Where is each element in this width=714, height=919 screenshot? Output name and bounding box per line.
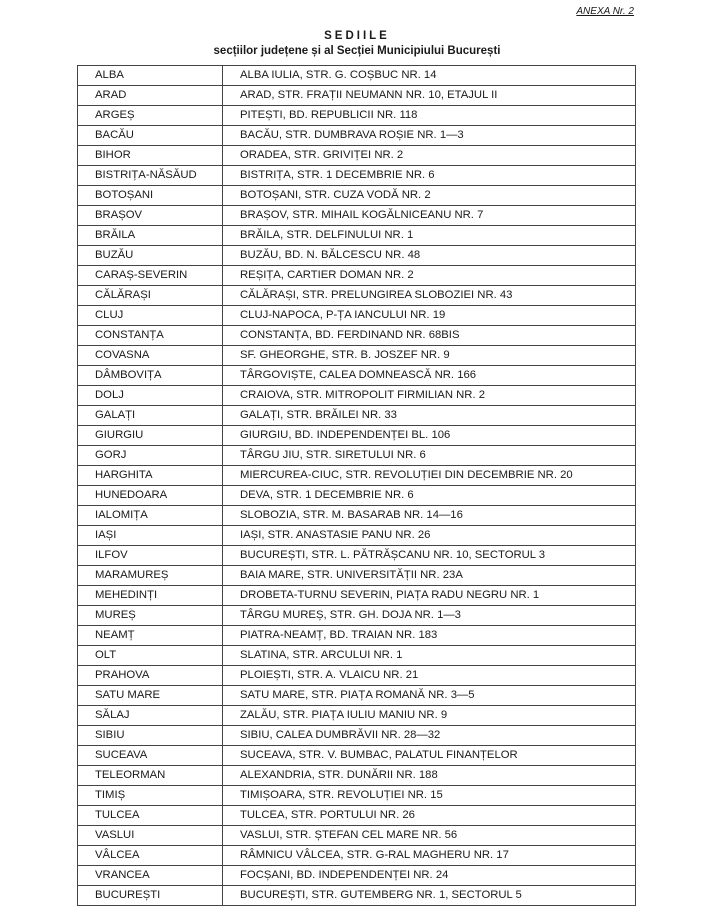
county-cell: TULCEA	[78, 806, 223, 826]
address-cell: BOTOȘANI, STR. CUZA VODĂ NR. 2	[223, 186, 636, 206]
address-cell: BRAȘOV, STR. MIHAIL KOGĂLNICEANU NR. 7	[223, 206, 636, 226]
address-cell: SUCEAVA, STR. V. BUMBAC, PALATUL FINANȚELOR	[223, 746, 636, 766]
address-cell: BAIA MARE, STR. UNIVERSITĂȚII NR. 23A	[223, 566, 636, 586]
county-cell: CLUJ	[78, 306, 223, 326]
table-row	[78, 266, 636, 286]
document-title: SEDIILE	[324, 30, 390, 42]
table-row	[78, 646, 636, 666]
table-row	[78, 586, 636, 606]
table-row	[78, 726, 636, 746]
address-cell: CLUJ-NAPOCA, P-ȚA IANCULUI NR. 19	[223, 306, 636, 326]
address-cell: BUCUREȘTI, STR. L. PĂTRĂȘCANU NR. 10, SECTORUL 3	[223, 546, 636, 566]
table-row	[78, 806, 636, 826]
address-cell: TÂRGOVIȘTE, CALEA DOMNEASCĂ NR. 166	[223, 366, 636, 386]
county-cell: IALOMIȚA	[78, 506, 223, 526]
address-cell: BACĂU, STR. DUMBRAVA ROȘIE NR. 1—3	[223, 126, 636, 146]
address-cell: ALEXANDRIA, STR. DUNĂRII NR. 188	[223, 766, 636, 786]
table-row	[78, 66, 636, 86]
address-cell: BUCUREȘTI, STR. GUTEMBERG NR. 1, SECTORUL 5	[223, 886, 636, 906]
table-row	[78, 466, 636, 486]
county-cell: BISTRIȚA-NĂSĂUD	[78, 166, 223, 186]
table-row	[78, 426, 636, 446]
table-row	[78, 146, 636, 166]
county-cell: BUCUREȘTI	[78, 886, 223, 906]
address-cell: TÂRGU MUREȘ, STR. GH. DOJA NR. 1—3	[223, 606, 636, 626]
county-cell: BACĂU	[78, 126, 223, 146]
table-row	[78, 246, 636, 266]
table-row	[78, 206, 636, 226]
table-row	[78, 886, 636, 906]
address-cell: FOCȘANI, BD. INDEPENDENȚEI NR. 24	[223, 866, 636, 886]
address-cell: SLATINA, STR. ARCULUI NR. 1	[223, 646, 636, 666]
county-cell: DOLJ	[78, 386, 223, 406]
table-row	[78, 606, 636, 626]
address-cell: SF. GHEORGHE, STR. B. JOSZEF NR. 9	[223, 346, 636, 366]
table-row	[78, 126, 636, 146]
county-cell: TELEORMAN	[78, 766, 223, 786]
address-cell: CONSTANȚA, BD. FERDINAND NR. 68BIS	[223, 326, 636, 346]
county-cell: HARGHITA	[78, 466, 223, 486]
table-row	[78, 746, 636, 766]
county-cell: COVASNA	[78, 346, 223, 366]
county-cell: BOTOȘANI	[78, 186, 223, 206]
table-row	[78, 446, 636, 466]
table-row	[78, 186, 636, 206]
county-cell: BRAȘOV	[78, 206, 223, 226]
county-cell: IAȘI	[78, 526, 223, 546]
county-cell: ARAD	[78, 86, 223, 106]
county-cell: GORJ	[78, 446, 223, 466]
table-row	[78, 826, 636, 846]
table-row	[78, 786, 636, 806]
address-cell: TIMIȘOARA, STR. REVOLUȚIEI NR. 15	[223, 786, 636, 806]
address-cell: CĂLĂRAȘI, STR. PRELUNGIREA SLOBOZIEI NR. 43	[223, 286, 636, 306]
address-cell: TÂRGU JIU, STR. SIRETULUI NR. 6	[223, 446, 636, 466]
table-row	[78, 386, 636, 406]
address-cell: DROBETA-TURNU SEVERIN, PIAȚA RADU NEGRU NR. 1	[223, 586, 636, 606]
table-row	[78, 566, 636, 586]
county-cell: ARGEȘ	[78, 106, 223, 126]
address-cell: ARAD, STR. FRAȚII NEUMANN NR. 10, ETAJUL II	[223, 86, 636, 106]
table-row	[78, 366, 636, 386]
county-cell: MARAMUREȘ	[78, 566, 223, 586]
table-row	[78, 226, 636, 246]
offices-table	[77, 65, 636, 906]
address-cell: DEVA, STR. 1 DECEMBRIE NR. 6	[223, 486, 636, 506]
county-cell: MUREȘ	[78, 606, 223, 626]
table-row	[78, 526, 636, 546]
county-cell: BUZĂU	[78, 246, 223, 266]
address-cell: SATU MARE, STR. PIAȚA ROMANĂ NR. 3—5	[223, 686, 636, 706]
address-cell: SLOBOZIA, STR. M. BASARAB NR. 14—16	[223, 506, 636, 526]
address-cell: ORADEA, STR. GRIVIȚEI NR. 2	[223, 146, 636, 166]
county-cell: BRĂILA	[78, 226, 223, 246]
address-cell: PIATRA-NEAMȚ, BD. TRAIAN NR. 183	[223, 626, 636, 646]
address-cell: VASLUI, STR. ȘTEFAN CEL MARE NR. 56	[223, 826, 636, 846]
county-cell: VRANCEA	[78, 866, 223, 886]
county-cell: BIHOR	[78, 146, 223, 166]
county-cell: PRAHOVA	[78, 666, 223, 686]
address-cell: BRĂILA, STR. DELFINULUI NR. 1	[223, 226, 636, 246]
address-cell: ALBA IULIA, STR. G. COȘBUC NR. 14	[223, 66, 636, 86]
county-cell: SĂLAJ	[78, 706, 223, 726]
address-cell: PLOIEȘTI, STR. A. VLAICU NR. 21	[223, 666, 636, 686]
table-row	[78, 86, 636, 106]
county-cell: GIURGIU	[78, 426, 223, 446]
table-row	[78, 846, 636, 866]
table-row	[78, 686, 636, 706]
county-cell: HUNEDOARA	[78, 486, 223, 506]
table-row	[78, 666, 636, 686]
table-row	[78, 286, 636, 306]
county-cell: VASLUI	[78, 826, 223, 846]
county-cell: GALAȚI	[78, 406, 223, 426]
address-cell: BUZĂU, BD. N. BĂLCESCU NR. 48	[223, 246, 636, 266]
address-cell: MIERCUREA-CIUC, STR. REVOLUȚIEI DIN DECEMBRIE NR. 20	[223, 466, 636, 486]
county-cell: NEAMȚ	[78, 626, 223, 646]
county-cell: TIMIȘ	[78, 786, 223, 806]
table-row	[78, 306, 636, 326]
county-cell: ILFOV	[78, 546, 223, 566]
county-cell: SIBIU	[78, 726, 223, 746]
offices-table-body	[78, 66, 636, 906]
county-cell: OLT	[78, 646, 223, 666]
table-row	[78, 866, 636, 886]
table-row	[78, 546, 636, 566]
address-cell: GALAȚI, STR. BRĂILEI NR. 33	[223, 406, 636, 426]
table-row	[78, 326, 636, 346]
address-cell: REȘIȚA, CARTIER DOMAN NR. 2	[223, 266, 636, 286]
county-cell: CONSTANȚA	[78, 326, 223, 346]
address-cell: IAȘI, STR. ANASTASIE PANU NR. 26	[223, 526, 636, 546]
county-cell: ALBA	[78, 66, 223, 86]
annex-label: ANEXA Nr. 2	[576, 6, 634, 17]
address-cell: TULCEA, STR. PORTULUI NR. 26	[223, 806, 636, 826]
county-cell: CARAȘ-SEVERIN	[78, 266, 223, 286]
address-cell: SIBIU, CALEA DUMBRĂVII NR. 28—32	[223, 726, 636, 746]
address-cell: RÂMNICU VÂLCEA, STR. G-RAL MAGHERU NR. 17	[223, 846, 636, 866]
table-row	[78, 766, 636, 786]
county-cell: SUCEAVA	[78, 746, 223, 766]
document-subtitle: secțiilor județene și al Secției Municipiului București	[213, 45, 501, 57]
table-row	[78, 626, 636, 646]
table-row	[78, 506, 636, 526]
table-row	[78, 406, 636, 426]
county-cell: CĂLĂRAȘI	[78, 286, 223, 306]
address-cell: BISTRIȚA, STR. 1 DECEMBRIE NR. 6	[223, 166, 636, 186]
address-cell: CRAIOVA, STR. MITROPOLIT FIRMILIAN NR. 2	[223, 386, 636, 406]
address-cell: ZALĂU, STR. PIAȚA IULIU MANIU NR. 9	[223, 706, 636, 726]
county-cell: MEHEDINȚI	[78, 586, 223, 606]
table-row	[78, 486, 636, 506]
county-cell: VÂLCEA	[78, 846, 223, 866]
county-cell: SATU MARE	[78, 686, 223, 706]
address-cell: GIURGIU, BD. INDEPENDENȚEI BL. 106	[223, 426, 636, 446]
table-row	[78, 346, 636, 366]
address-cell: PITEȘTI, BD. REPUBLICII NR. 118	[223, 106, 636, 126]
table-row	[78, 706, 636, 726]
table-row	[78, 166, 636, 186]
table-row	[78, 106, 636, 126]
county-cell: DÂMBOVIȚA	[78, 366, 223, 386]
